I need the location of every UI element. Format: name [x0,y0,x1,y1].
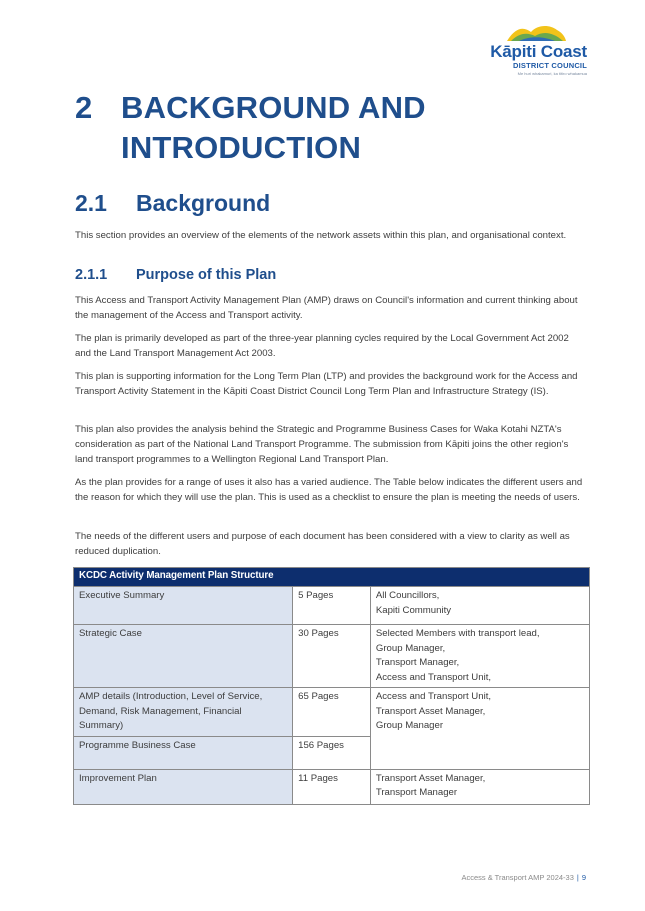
logo-hills-icon [505,24,567,42]
user-line: Group Manager, [375,642,446,654]
table-row [74,769,590,804]
user-line: Selected Members with transport lead, [375,628,540,639]
users-cell [370,625,589,688]
pages-cell: 156 Pages [293,736,371,769]
amp-structure-table [73,567,590,805]
paragraph: The plan is primarily developed as part of the three-year planning cycles required by the Local Government Act 2002 and the Land Transport Management Act 2003. [75,333,569,359]
section-number: 2 [75,90,93,125]
table-row [74,587,590,625]
pages-cell: 5 Pages [293,587,371,625]
user-line: Transport Asset Manager, [375,705,486,717]
page-number: 9 [581,873,586,882]
document-cell: AMP details (Introduction, Level of Service, Demand, Risk Management, Financial Summary) [74,688,293,737]
document-cell: Strategic Case [74,625,293,688]
document-cell: Executive Summary [74,587,293,625]
users-cell [370,587,589,625]
paragraph: This Access and Transport Activity Management Plan (AMP) draws on Council's information and current thinking about the management of the Access and Transport activity. [75,295,578,321]
user-line: Group Manager [375,720,444,731]
table-header-row [74,568,590,587]
subsection-title: Background [136,190,271,216]
paragraph: As the plan provides for a range of uses it also has a varied audience. The Table below indicates the different users and the reason for which they will use the plan. This is used as a checklist to ensure the plan is meeting the needs of users. [75,477,583,503]
user-line: Transport Manager [375,787,458,798]
user-line: Transport Manager, [375,657,460,668]
page-footer [461,873,586,882]
paragraph: This plan also provides the analysis behind the Strategic and Programme Business Cases for Waka Kotahi NZTA's consideration as part of the National Land Transport Programme. The submission from Kāpiti joins the other region's land transport programmes to a Wellington Regional Land Transport Plan. [75,424,569,465]
document-cell: Improvement Plan [74,769,293,804]
users-cell [370,769,589,804]
sub-subsection-title: Purpose of this Plan [136,267,277,283]
user-line: Transport Asset Manager, [375,772,486,784]
table-title: KCDC Activity Management Plan Structure [74,568,590,587]
sub-subsection-number: 2.1.1 [75,267,108,283]
pages-cell: 11 Pages [293,769,371,804]
logo-tagline: Me huri whakamuri, ka titiro whakamua [517,71,587,76]
logo-subtitle: DISTRICT COUNCIL [512,61,587,70]
footer-separator: | [576,873,579,882]
paragraph: The needs of the different users and purpose of each document has been considered with a view to clarity as well as reduced duplication. [75,531,570,557]
paragraph: This plan is supporting information for the Long Term Plan (LTP) and provides the background work for the Access and Transport Activity Statement in the Kāpiti Coast District Council Long Term Plan and Infrastructure Strategy (IS). [75,371,578,397]
pages-cell: 30 Pages [293,625,371,688]
section-title: BACKGROUND AND INTRODUCTION [121,90,426,165]
user-line: All Councillors, [375,590,440,601]
pages-cell: 65 Pages [293,688,371,737]
document-cell: Programme Business Case [74,736,293,769]
user-line: Access and Transport Unit, [375,691,492,702]
footer-title: Access & Transport AMP 2024-33 [461,873,574,882]
logo-name: Kāpiti Coast [490,42,587,61]
user-line: Kapiti Community [375,604,452,616]
table-row [74,688,590,737]
subsection-number: 2.1 [75,190,107,216]
table-row [74,625,590,688]
council-logo [475,24,587,80]
users-cell [370,688,589,770]
intro-paragraph: This section provides an overview of the elements of the network assets within this plan, and organisational context. [75,230,567,241]
user-line: Access and Transport Unit, [375,671,492,683]
